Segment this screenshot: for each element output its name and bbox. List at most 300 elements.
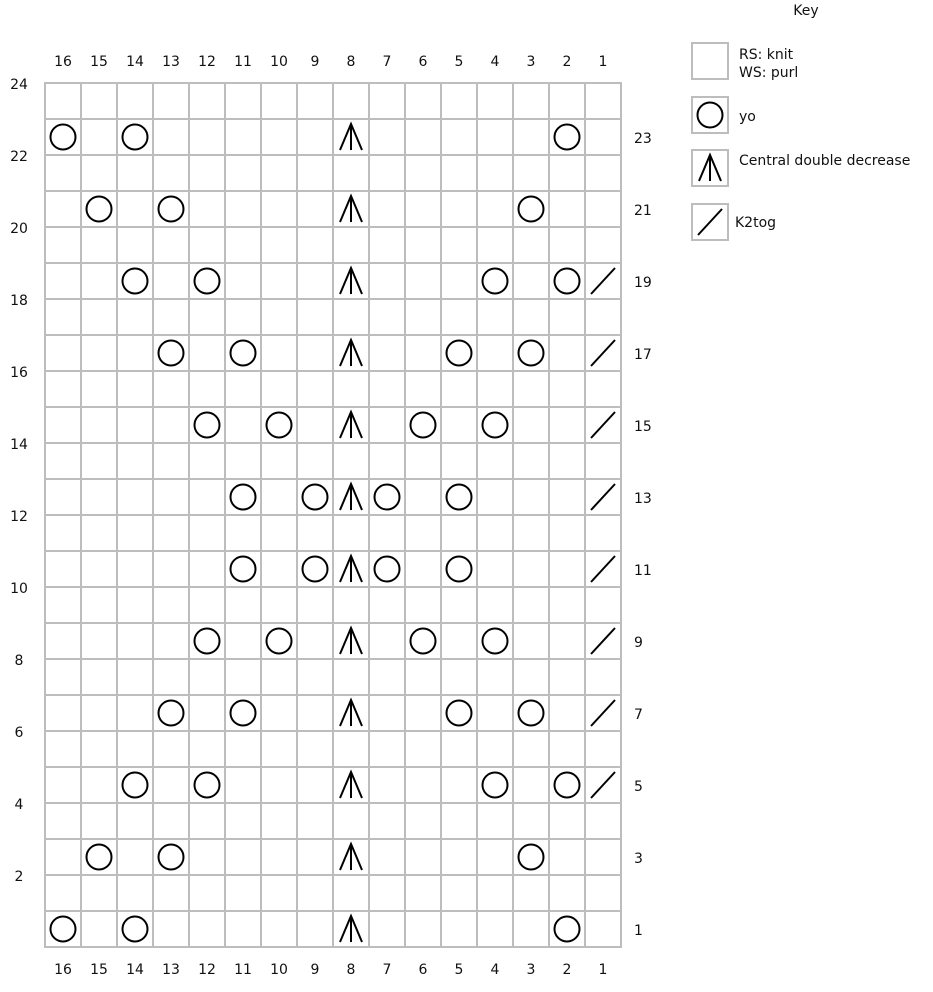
chart-cell xyxy=(81,515,117,551)
chart-cell xyxy=(45,263,81,299)
chart-cell xyxy=(81,911,117,947)
chart-cell xyxy=(333,83,369,119)
chart-cell xyxy=(117,731,153,767)
chart-cell xyxy=(225,731,261,767)
chart-cell xyxy=(117,875,153,911)
key-items xyxy=(692,43,910,240)
chart-cell xyxy=(117,695,153,731)
chart-cell xyxy=(369,623,405,659)
chart-cell xyxy=(225,227,261,263)
column-label-bottom: 14 xyxy=(126,962,144,978)
chart-cell xyxy=(225,371,261,407)
chart-cell xyxy=(297,119,333,155)
chart-cell xyxy=(585,911,621,947)
chart-cell xyxy=(225,623,261,659)
chart-cell xyxy=(477,659,513,695)
chart-cell xyxy=(369,695,405,731)
chart-cell xyxy=(189,659,225,695)
row-label-right: 19 xyxy=(634,275,652,291)
chart-cell xyxy=(405,119,441,155)
chart-cell xyxy=(297,155,333,191)
chart-cell xyxy=(297,515,333,551)
chart-cell xyxy=(405,335,441,371)
chart-cell xyxy=(189,191,225,227)
chart-cell xyxy=(153,515,189,551)
chart-cell xyxy=(297,407,333,443)
chart-cell xyxy=(189,443,225,479)
chart-cell xyxy=(477,191,513,227)
chart-cell xyxy=(369,587,405,623)
column-label-bottom: 3 xyxy=(526,962,536,978)
chart-cell xyxy=(549,227,585,263)
chart-cell xyxy=(45,551,81,587)
chart-cell xyxy=(189,875,225,911)
chart-cell xyxy=(333,803,369,839)
chart-cell xyxy=(369,443,405,479)
column-labels-bottom xyxy=(54,962,607,978)
chart-cell xyxy=(261,155,297,191)
chart-cell xyxy=(549,623,585,659)
chart-cell xyxy=(477,155,513,191)
chart-cell xyxy=(585,839,621,875)
row-label-left: 2 xyxy=(14,869,24,885)
chart-cell xyxy=(405,767,441,803)
chart-cell xyxy=(225,767,261,803)
chart-cell xyxy=(297,731,333,767)
chart-cell xyxy=(153,731,189,767)
chart-cell xyxy=(153,155,189,191)
chart-cell xyxy=(297,371,333,407)
chart-cell xyxy=(513,767,549,803)
row-label-right: 23 xyxy=(634,131,652,147)
chart-cell xyxy=(405,911,441,947)
chart-cell xyxy=(549,407,585,443)
chart-cell xyxy=(405,299,441,335)
column-label-bottom: 4 xyxy=(490,962,500,978)
chart-cell xyxy=(333,731,369,767)
chart-cell xyxy=(441,875,477,911)
chart-cell xyxy=(225,299,261,335)
chart-cell xyxy=(549,731,585,767)
chart-cell xyxy=(585,443,621,479)
column-label-top: 1 xyxy=(598,54,608,70)
chart-cell xyxy=(81,83,117,119)
chart-cell xyxy=(585,155,621,191)
column-label-bottom: 15 xyxy=(90,962,108,978)
chart-cell xyxy=(513,155,549,191)
chart-cell xyxy=(369,191,405,227)
chart-cell xyxy=(477,839,513,875)
chart-cell xyxy=(369,875,405,911)
chart-cell xyxy=(513,119,549,155)
chart-cell xyxy=(117,335,153,371)
chart-cell xyxy=(585,659,621,695)
chart-cell xyxy=(81,407,117,443)
row-label-right: 3 xyxy=(634,851,643,867)
chart-cell xyxy=(405,191,441,227)
chart-cell xyxy=(81,299,117,335)
chart-cell xyxy=(153,659,189,695)
chart-cell xyxy=(189,227,225,263)
chart-cell xyxy=(45,587,81,623)
chart-cell xyxy=(189,119,225,155)
chart-cell xyxy=(153,443,189,479)
column-label-bottom: 6 xyxy=(418,962,428,978)
chart-cell xyxy=(261,371,297,407)
chart-cell xyxy=(261,335,297,371)
chart-cell xyxy=(549,659,585,695)
chart-cell xyxy=(441,731,477,767)
chart-cell xyxy=(45,335,81,371)
chart-cell xyxy=(261,263,297,299)
chart-cell xyxy=(297,227,333,263)
column-label-bottom: 12 xyxy=(198,962,216,978)
chart-cell xyxy=(81,335,117,371)
chart-cell xyxy=(189,839,225,875)
chart-cell xyxy=(189,155,225,191)
chart-cell xyxy=(81,731,117,767)
chart-cell xyxy=(549,191,585,227)
chart-cell xyxy=(261,551,297,587)
chart-cell xyxy=(441,263,477,299)
chart-cell xyxy=(441,371,477,407)
chart-cell xyxy=(405,515,441,551)
chart-cell xyxy=(117,479,153,515)
chart-cell xyxy=(297,443,333,479)
chart-cell xyxy=(45,767,81,803)
chart-cell xyxy=(81,119,117,155)
chart-cell xyxy=(45,83,81,119)
column-label-top: 11 xyxy=(234,54,252,70)
chart-cell xyxy=(369,803,405,839)
chart-cell xyxy=(369,839,405,875)
chart-cell xyxy=(513,371,549,407)
chart-cell xyxy=(81,803,117,839)
chart-cell xyxy=(45,479,81,515)
chart-cell xyxy=(261,875,297,911)
chart-cell xyxy=(261,911,297,947)
row-label-right: 13 xyxy=(634,491,652,507)
chart-cell xyxy=(261,227,297,263)
chart-cell xyxy=(225,263,261,299)
chart-cell xyxy=(333,875,369,911)
key-item-yo xyxy=(692,97,756,133)
key-label: yo xyxy=(739,109,756,125)
chart-cell xyxy=(153,263,189,299)
chart-cell xyxy=(333,227,369,263)
chart-cell xyxy=(441,911,477,947)
chart-cell xyxy=(333,155,369,191)
chart-cell xyxy=(549,695,585,731)
chart-cell xyxy=(477,371,513,407)
chart-cell xyxy=(477,803,513,839)
chart-cell xyxy=(189,371,225,407)
chart-cell xyxy=(369,155,405,191)
chart-cell xyxy=(441,839,477,875)
chart-cell xyxy=(261,767,297,803)
chart-cell xyxy=(297,335,333,371)
chart-cell xyxy=(333,443,369,479)
chart-cell xyxy=(225,875,261,911)
chart-cell xyxy=(225,803,261,839)
chart-cell xyxy=(297,695,333,731)
chart-cell xyxy=(225,83,261,119)
column-label-top: 16 xyxy=(54,54,72,70)
chart-cell xyxy=(225,155,261,191)
chart-cell xyxy=(549,83,585,119)
column-label-top: 10 xyxy=(270,54,288,70)
chart-cell xyxy=(333,587,369,623)
column-labels-top xyxy=(54,54,607,70)
chart-cell xyxy=(153,767,189,803)
column-label-top: 4 xyxy=(490,54,500,70)
chart-cell xyxy=(477,479,513,515)
chart-cell xyxy=(477,227,513,263)
chart-cell xyxy=(585,731,621,767)
chart-cell xyxy=(189,299,225,335)
chart-cell xyxy=(549,587,585,623)
chart-cell xyxy=(225,407,261,443)
chart-cell xyxy=(261,587,297,623)
chart-cell xyxy=(189,551,225,587)
chart-cell xyxy=(261,803,297,839)
column-label-bottom: 8 xyxy=(346,962,356,978)
key-legend xyxy=(692,3,910,240)
chart-cell xyxy=(153,299,189,335)
chart-cell xyxy=(585,227,621,263)
chart-cell xyxy=(45,155,81,191)
chart-cell xyxy=(225,911,261,947)
chart-cell xyxy=(45,191,81,227)
chart-cell xyxy=(441,119,477,155)
chart-cell xyxy=(261,299,297,335)
chart-cell xyxy=(45,407,81,443)
chart-cell xyxy=(81,479,117,515)
chart-cell xyxy=(549,299,585,335)
column-label-top: 8 xyxy=(346,54,356,70)
key-label: K2tog xyxy=(735,215,777,231)
column-label-bottom: 9 xyxy=(310,962,320,978)
chart-cell xyxy=(117,623,153,659)
chart-cell xyxy=(477,443,513,479)
chart-cell xyxy=(549,479,585,515)
chart-cell xyxy=(477,335,513,371)
chart-cell xyxy=(297,299,333,335)
chart-cell xyxy=(513,875,549,911)
row-label-right: 11 xyxy=(634,563,652,579)
chart-cell xyxy=(45,839,81,875)
chart-cell xyxy=(549,155,585,191)
chart-cell xyxy=(549,515,585,551)
chart-cell xyxy=(81,587,117,623)
chart-cell xyxy=(549,875,585,911)
chart-cell xyxy=(45,299,81,335)
chart-cell xyxy=(477,551,513,587)
key-title: Key xyxy=(793,3,819,19)
chart-cell xyxy=(189,731,225,767)
chart-cell xyxy=(477,83,513,119)
chart-cell xyxy=(261,479,297,515)
chart-cell xyxy=(441,155,477,191)
chart-cell xyxy=(369,371,405,407)
chart-cell xyxy=(261,839,297,875)
chart-grid xyxy=(45,83,621,947)
chart-cell xyxy=(189,587,225,623)
row-label-left: 24 xyxy=(10,77,28,93)
chart-cell xyxy=(441,191,477,227)
chart-cell xyxy=(405,479,441,515)
chart-cell xyxy=(513,443,549,479)
chart-cell xyxy=(189,479,225,515)
chart-cell xyxy=(405,695,441,731)
chart-cell xyxy=(441,83,477,119)
chart-cell xyxy=(117,299,153,335)
chart-cell xyxy=(225,119,261,155)
chart-cell xyxy=(369,299,405,335)
chart-cell xyxy=(441,587,477,623)
row-label-left: 4 xyxy=(14,797,24,813)
row-label-left: 22 xyxy=(10,149,28,165)
row-label-right: 21 xyxy=(634,203,652,219)
chart-cell xyxy=(513,515,549,551)
chart-cell xyxy=(513,227,549,263)
column-label-top: 9 xyxy=(310,54,320,70)
chart-cell xyxy=(117,515,153,551)
chart-cell xyxy=(297,191,333,227)
key-label: WS: purl xyxy=(739,65,799,81)
chart-cell xyxy=(441,299,477,335)
chart-cell xyxy=(117,155,153,191)
chart-cell xyxy=(153,479,189,515)
column-label-top: 13 xyxy=(162,54,180,70)
key-label: RS: knit xyxy=(739,47,794,63)
chart-cell xyxy=(585,875,621,911)
chart-cell xyxy=(369,731,405,767)
row-label-left: 6 xyxy=(14,725,24,741)
key-item-knit xyxy=(692,43,798,81)
chart-cell xyxy=(405,371,441,407)
chart-cell xyxy=(405,803,441,839)
chart-cell xyxy=(405,227,441,263)
row-label-right: 15 xyxy=(634,419,652,435)
column-label-top: 15 xyxy=(90,54,108,70)
chart-cell xyxy=(297,83,333,119)
chart-cell xyxy=(549,551,585,587)
chart-cell xyxy=(261,731,297,767)
chart-cell xyxy=(153,83,189,119)
chart-cell xyxy=(369,659,405,695)
chart-cell xyxy=(45,875,81,911)
chart-cell xyxy=(225,515,261,551)
chart-cell xyxy=(225,839,261,875)
chart-cell xyxy=(189,803,225,839)
chart-cell xyxy=(513,659,549,695)
chart-cell xyxy=(513,551,549,587)
chart-cell xyxy=(441,767,477,803)
chart-cell xyxy=(189,515,225,551)
chart-cell xyxy=(441,659,477,695)
chart-cell xyxy=(261,695,297,731)
chart-cell xyxy=(153,623,189,659)
chart-cell xyxy=(405,263,441,299)
column-label-top: 5 xyxy=(454,54,464,70)
chart-cell xyxy=(189,335,225,371)
chart-cell xyxy=(585,587,621,623)
chart-cell xyxy=(45,803,81,839)
chart-cell xyxy=(117,407,153,443)
row-label-left: 18 xyxy=(10,293,28,309)
key-swatch xyxy=(692,43,728,79)
row-label-right: 5 xyxy=(634,779,643,795)
chart-cell xyxy=(297,659,333,695)
chart-cell xyxy=(261,659,297,695)
row-label-left: 8 xyxy=(14,653,24,669)
chart-cell xyxy=(117,443,153,479)
chart-cell xyxy=(45,227,81,263)
row-label-left: 16 xyxy=(10,365,28,381)
chart-cell xyxy=(81,263,117,299)
chart-cell xyxy=(513,263,549,299)
chart-cell xyxy=(477,731,513,767)
chart-cell xyxy=(369,767,405,803)
chart-cell xyxy=(225,443,261,479)
key-item-k2tog xyxy=(692,204,776,240)
chart-cell xyxy=(405,443,441,479)
chart-cell xyxy=(585,119,621,155)
chart-cell xyxy=(297,839,333,875)
chart-cell xyxy=(441,227,477,263)
chart-cell xyxy=(153,551,189,587)
chart-cell xyxy=(81,443,117,479)
row-label-right: 1 xyxy=(634,923,643,939)
chart-cell xyxy=(333,515,369,551)
chart-cell xyxy=(45,659,81,695)
chart-cell xyxy=(513,911,549,947)
chart-cell xyxy=(441,803,477,839)
chart-cell xyxy=(405,155,441,191)
chart-cell xyxy=(513,623,549,659)
chart-cell xyxy=(333,371,369,407)
column-label-bottom: 16 xyxy=(54,962,72,978)
chart-cell xyxy=(153,119,189,155)
chart-cell xyxy=(549,335,585,371)
chart-cell xyxy=(81,551,117,587)
chart-cell xyxy=(513,731,549,767)
chart-cell xyxy=(189,83,225,119)
chart-cell xyxy=(153,227,189,263)
chart-cell xyxy=(585,83,621,119)
chart-cell xyxy=(45,515,81,551)
row-label-right: 7 xyxy=(634,707,643,723)
chart-cell xyxy=(513,803,549,839)
key-item-cdd xyxy=(692,150,910,186)
chart-cell xyxy=(369,515,405,551)
chart-cell xyxy=(81,227,117,263)
chart-cell xyxy=(369,263,405,299)
chart-cell xyxy=(585,515,621,551)
chart-cell xyxy=(153,803,189,839)
chart-cell xyxy=(153,407,189,443)
chart-cell xyxy=(117,371,153,407)
chart-cell xyxy=(513,83,549,119)
chart-cell xyxy=(405,659,441,695)
chart-cell xyxy=(153,911,189,947)
chart-cell xyxy=(189,695,225,731)
chart-cell xyxy=(117,659,153,695)
chart-cell xyxy=(477,875,513,911)
row-label-left: 10 xyxy=(10,581,28,597)
chart-cell xyxy=(333,299,369,335)
